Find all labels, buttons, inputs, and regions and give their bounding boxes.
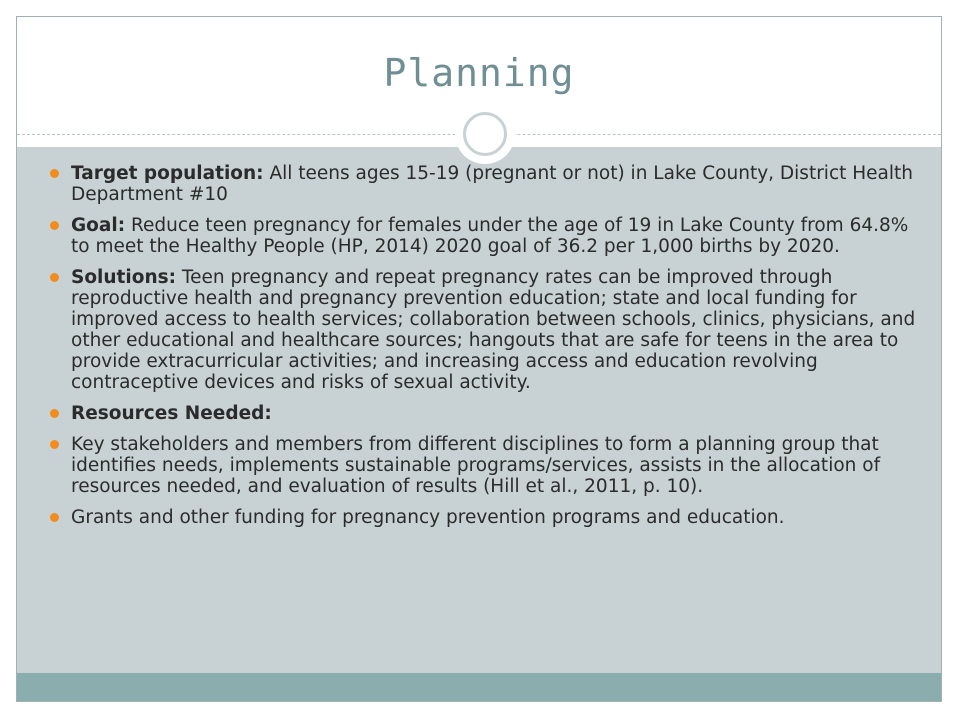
bullet-label: Resources Needed: xyxy=(71,403,272,424)
bullet-target-population xyxy=(47,163,917,205)
bullet-dot-icon xyxy=(50,409,59,418)
bullet-label: Goal: xyxy=(71,215,126,236)
bullet-dot-icon xyxy=(50,169,59,178)
bullet-dot-icon xyxy=(50,273,59,282)
bullet-text: Grants and other funding for pregnancy prevention programs and education. xyxy=(71,507,785,528)
bullet-text: Key stakeholders and members from different disciplines to form a planning group that identifies needs, implements sustainable programs/services, assists in the allocation of resources needed, and evaluation of results (Hill et al., 2011, p. 10). xyxy=(71,434,881,497)
bullet-label: Solutions: xyxy=(71,267,177,288)
slide-title: Planning xyxy=(383,51,575,95)
bullet-text: Teen pregnancy and repeat pregnancy rates can be improved through reproductive health and pregnancy prevention education; state and local funding for improved access to health services; collaboration between schools, clinics, physicians, and other educational and healthcare sources; hangouts that are safe for teens in the area to provide extracurricular activities; and increasing access and education revolving contraceptive devices and risks of sexual activity. xyxy=(71,267,916,393)
bullet-text: All teens ages 15-19 (pregnant or not) in Lake County, District Health Department #10 xyxy=(71,163,913,205)
footer-bar xyxy=(17,673,941,702)
bullet-text: Reduce teen pregnancy for females under the age of 19 in Lake County from 64.8% to meet the Healthy People (HP, 2014) 2020 goal of 36.2 per 1,000 births by 2020. xyxy=(71,215,909,257)
slide xyxy=(16,16,942,702)
bullet-dot-icon xyxy=(50,221,59,230)
bullet-dot-icon xyxy=(50,513,59,522)
bullet-resources-needed xyxy=(47,403,917,424)
bullet-solutions xyxy=(47,267,917,393)
circle-ring-icon xyxy=(463,112,507,156)
bullet-goal xyxy=(47,215,917,257)
bullet-grants xyxy=(47,507,917,528)
bullet-label: Target population: xyxy=(71,163,264,184)
bullet-list xyxy=(47,163,917,538)
bullet-dot-icon xyxy=(50,440,59,449)
bullet-key-stakeholders xyxy=(47,434,917,497)
